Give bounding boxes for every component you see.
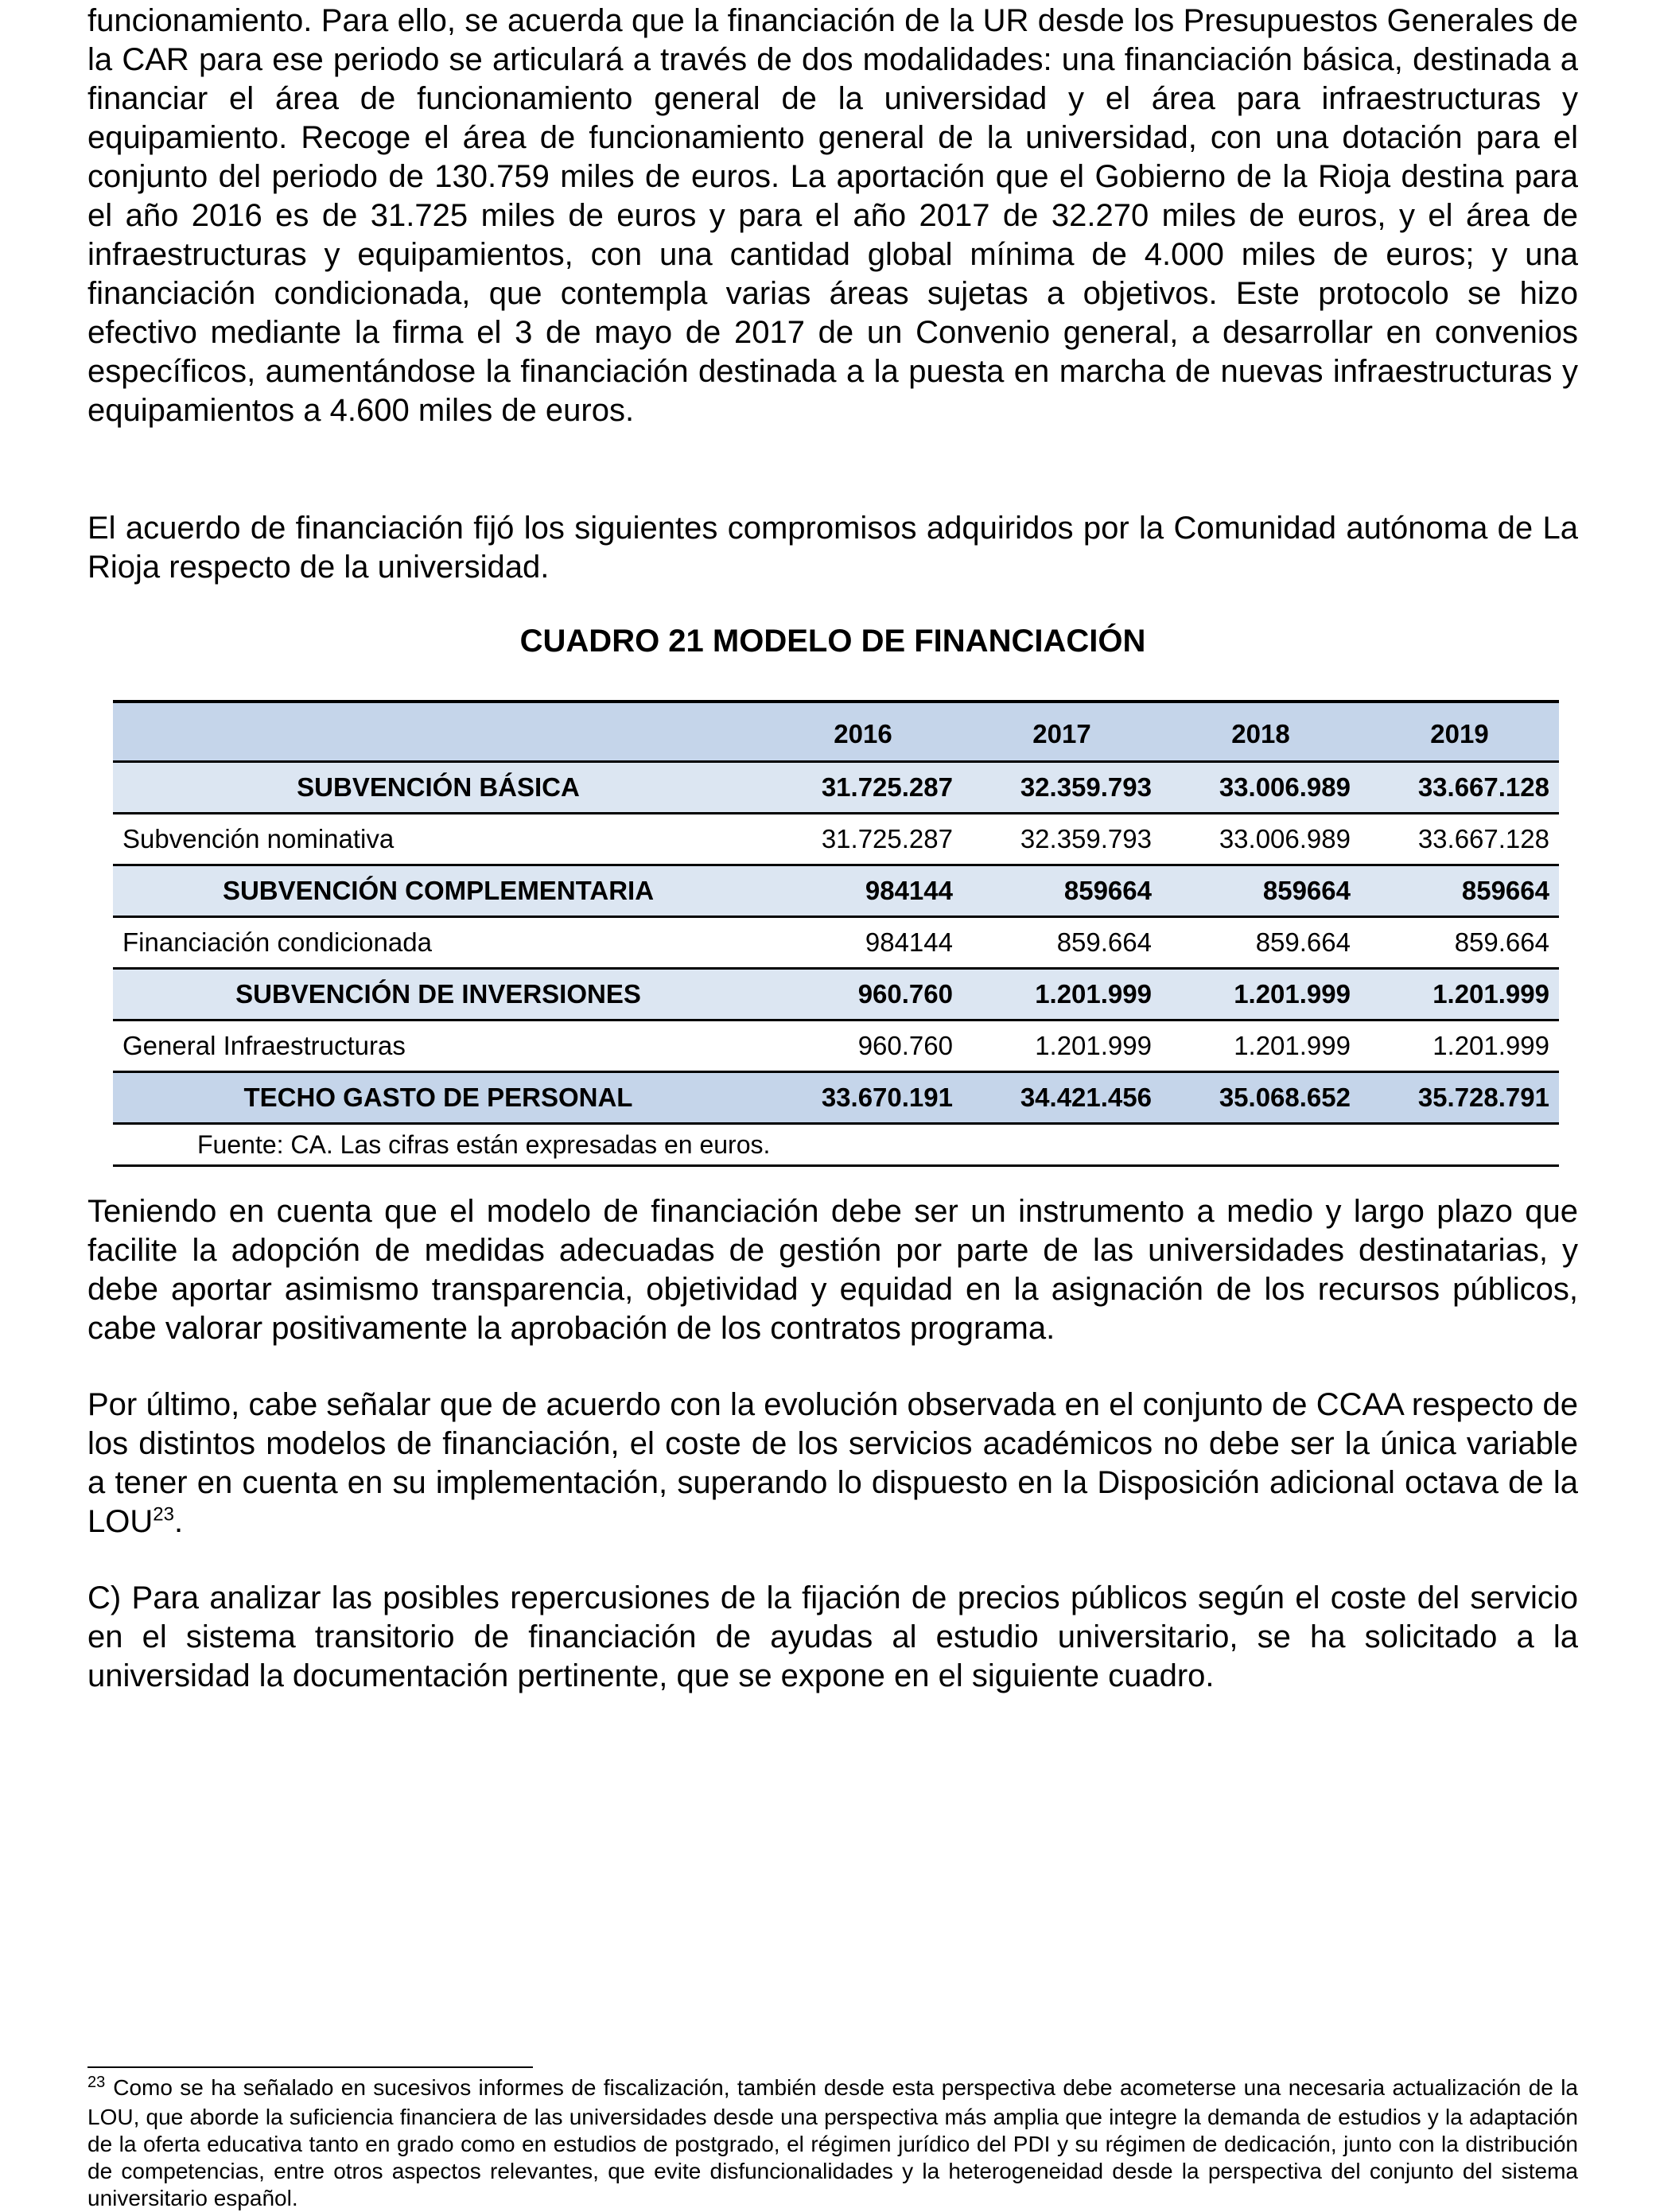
row-label: Subvención nominativa bbox=[113, 814, 764, 865]
cell-value: 35.068.652 bbox=[1161, 1072, 1360, 1124]
table-source: Fuente: CA. Las cifras están expresadas en euros. bbox=[113, 1124, 1559, 1166]
cell-value: 31.725.287 bbox=[764, 762, 962, 814]
footnote bbox=[87, 2074, 1578, 2212]
table-row-subvencion-basica bbox=[113, 762, 1559, 814]
table-row-general-infraestructuras bbox=[113, 1020, 1559, 1072]
paragraph-assessment bbox=[87, 1192, 1578, 1348]
paragraph-text: funcionamiento. Para ello, se acuerda que la financiación de la UR desde los Presupuestos Generales de la CAR para ese periodo se articulará a través de dos modalidades: una financiación básica, destinada a financiar el área de funcionamiento general de la universidad y el área para infraestructuras y equipamiento. Recoge el área de funcionamiento general de la universidad, con una dotación para el conjunto del periodo de 130.759 miles de euros. La aportación que el Gobierno de la Rioja destina para el año 2016 es de 31.725 miles de euros y para el año 2017 de 32.270 miles de euros, y el área de infraestructuras y equipamientos, con una cantidad global mínima de 4.000 miles de euros; y una financiación condicionada, que contempla varias áreas sujetas a objetivos. Este protocolo se hizo efectivo mediante la firma el 3 de mayo de 2017 de un Convenio general, a desarrollar en convenios específicos, aumentándose la financiación destinada a la puesta en marcha de nuevas infraestructuras y equipamientos a 4.600 miles de euros. bbox=[87, 3, 1578, 428]
cell-value: 1.201.999 bbox=[962, 1020, 1161, 1072]
row-label: TECHO GASTO DE PERSONAL bbox=[113, 1072, 764, 1124]
cell-value: 1.201.999 bbox=[1360, 969, 1559, 1020]
cell-value: 984144 bbox=[764, 865, 962, 917]
paragraph-agreement bbox=[87, 509, 1578, 587]
row-label: SUBVENCIÓN COMPLEMENTARIA bbox=[113, 865, 764, 917]
cell-value: 33.670.191 bbox=[764, 1072, 962, 1124]
footnote-reference[interactable]: 23 bbox=[153, 1503, 174, 1526]
cell-value: 859664 bbox=[962, 865, 1161, 917]
header-year: 2018 bbox=[1161, 702, 1360, 762]
cell-value: 1.201.999 bbox=[1360, 1020, 1559, 1072]
header-empty-cell bbox=[113, 702, 764, 762]
cell-value: 1.201.999 bbox=[962, 969, 1161, 1020]
row-label: Financiación condicionada bbox=[113, 917, 764, 969]
cell-value: 32.359.793 bbox=[962, 814, 1161, 865]
cell-value: 859664 bbox=[1360, 865, 1559, 917]
paragraph-text bbox=[87, 1386, 1578, 1541]
cell-value: 960.760 bbox=[764, 1020, 962, 1072]
cell-value: 960.760 bbox=[764, 969, 962, 1020]
table-row-subvencion-inversiones bbox=[113, 969, 1559, 1020]
table-title: CUADRO 21 MODELO DE FINANCIACIÓN bbox=[519, 624, 1146, 659]
cell-value: 33.667.128 bbox=[1360, 762, 1559, 814]
cell-value: 32.359.793 bbox=[962, 762, 1161, 814]
header-year: 2017 bbox=[962, 702, 1161, 762]
paragraph-body: Por último, cabe señalar que de acuerdo con la evolución observada en el conjunto de CCAA respecto de los distintos modelos de financiación, el coste de los servicios académicos no debe ser la única variable a tener en cuenta en su implementación, superando lo dispuesto en la Disposición adicional octava de la LOU bbox=[87, 1387, 1578, 1539]
cell-value: 1.201.999 bbox=[1161, 969, 1360, 1020]
paragraph-end: . bbox=[173, 1504, 184, 1539]
footnote-divider bbox=[87, 2066, 533, 2068]
table-row-techo-gasto-personal bbox=[113, 1072, 1559, 1124]
cell-value: 35.728.791 bbox=[1360, 1072, 1559, 1124]
row-label: SUBVENCIÓN DE INVERSIONES bbox=[113, 969, 764, 1020]
financing-model-table bbox=[113, 700, 1559, 1167]
paragraph-public-prices bbox=[87, 1579, 1578, 1696]
header-year: 2019 bbox=[1360, 702, 1559, 762]
cell-value: 859.664 bbox=[1360, 917, 1559, 969]
paragraph-text: El acuerdo de financiación fijó los siguientes compromisos adquiridos por la Comunidad autónoma de La Rioja respecto de la universidad. bbox=[87, 511, 1578, 585]
cell-value: 33.667.128 bbox=[1360, 814, 1559, 865]
cell-value: 859.664 bbox=[1161, 917, 1360, 969]
cell-value: 859.664 bbox=[962, 917, 1161, 969]
table-row-subvencion-complementaria bbox=[113, 865, 1559, 917]
cell-value: 34.421.456 bbox=[962, 1072, 1161, 1124]
header-year: 2016 bbox=[764, 702, 962, 762]
table-header-row bbox=[113, 702, 1559, 762]
cell-value: 984144 bbox=[764, 917, 962, 969]
paragraph-text: C) Para analizar las posibles repercusiones de la fijación de precios públicos según el coste del servicio en el sistema transitorio de financiación de ayudas al estudio universitario, se ha solicitado a la universidad la documentación pertinente, que se expone en el siguiente cuadro. bbox=[87, 1580, 1578, 1693]
paragraph-financing-intro bbox=[87, 2, 1578, 430]
paragraph-text: Teniendo en cuenta que el modelo de financiación debe ser un instrumento a medio y largo plazo que facilite la adopción de medidas adecuadas de gestión por parte de las universidades destinatarias, y debe aportar asimismo transparencia, objetividad y equidad en la asignación de los recursos públicos, cabe valorar positivamente la aprobación de los contratos programa. bbox=[87, 1194, 1578, 1346]
table-source-row bbox=[113, 1124, 1559, 1166]
cell-value: 859664 bbox=[1161, 865, 1360, 917]
cell-value: 1.201.999 bbox=[1161, 1020, 1360, 1072]
paragraph-ccaa bbox=[87, 1386, 1578, 1541]
row-label: SUBVENCIÓN BÁSICA bbox=[113, 762, 764, 814]
cell-value: 33.006.989 bbox=[1161, 762, 1360, 814]
footnote-text: Como se ha señalado en sucesivos informes de fiscalización, también desde esta perspectiva debe acometerse una necesaria actualización de la LOU, que aborde la suficiencia financiera de las universidades desde una perspectiva más amplia que integre la demanda de estudios y la adaptación de la oferta educativa tanto en grado como en estudios de postgrado, el régimen jurídico del PDI y su régimen de dedicación, junto con la distribución de competencias, entre otros aspectos relevantes, que evite disfuncionalidades y la heterogeneidad desde la perspectiva del conjunto del sistema universitario español. bbox=[87, 2075, 1578, 2210]
cell-value: 33.006.989 bbox=[1161, 814, 1360, 865]
cell-value: 31.725.287 bbox=[764, 814, 962, 865]
footnote-number: 23 bbox=[87, 2074, 106, 2091]
table-row-subvencion-nominativa bbox=[113, 814, 1559, 865]
table-row-financiacion-condicionada bbox=[113, 917, 1559, 969]
row-label: General Infraestructuras bbox=[113, 1020, 764, 1072]
